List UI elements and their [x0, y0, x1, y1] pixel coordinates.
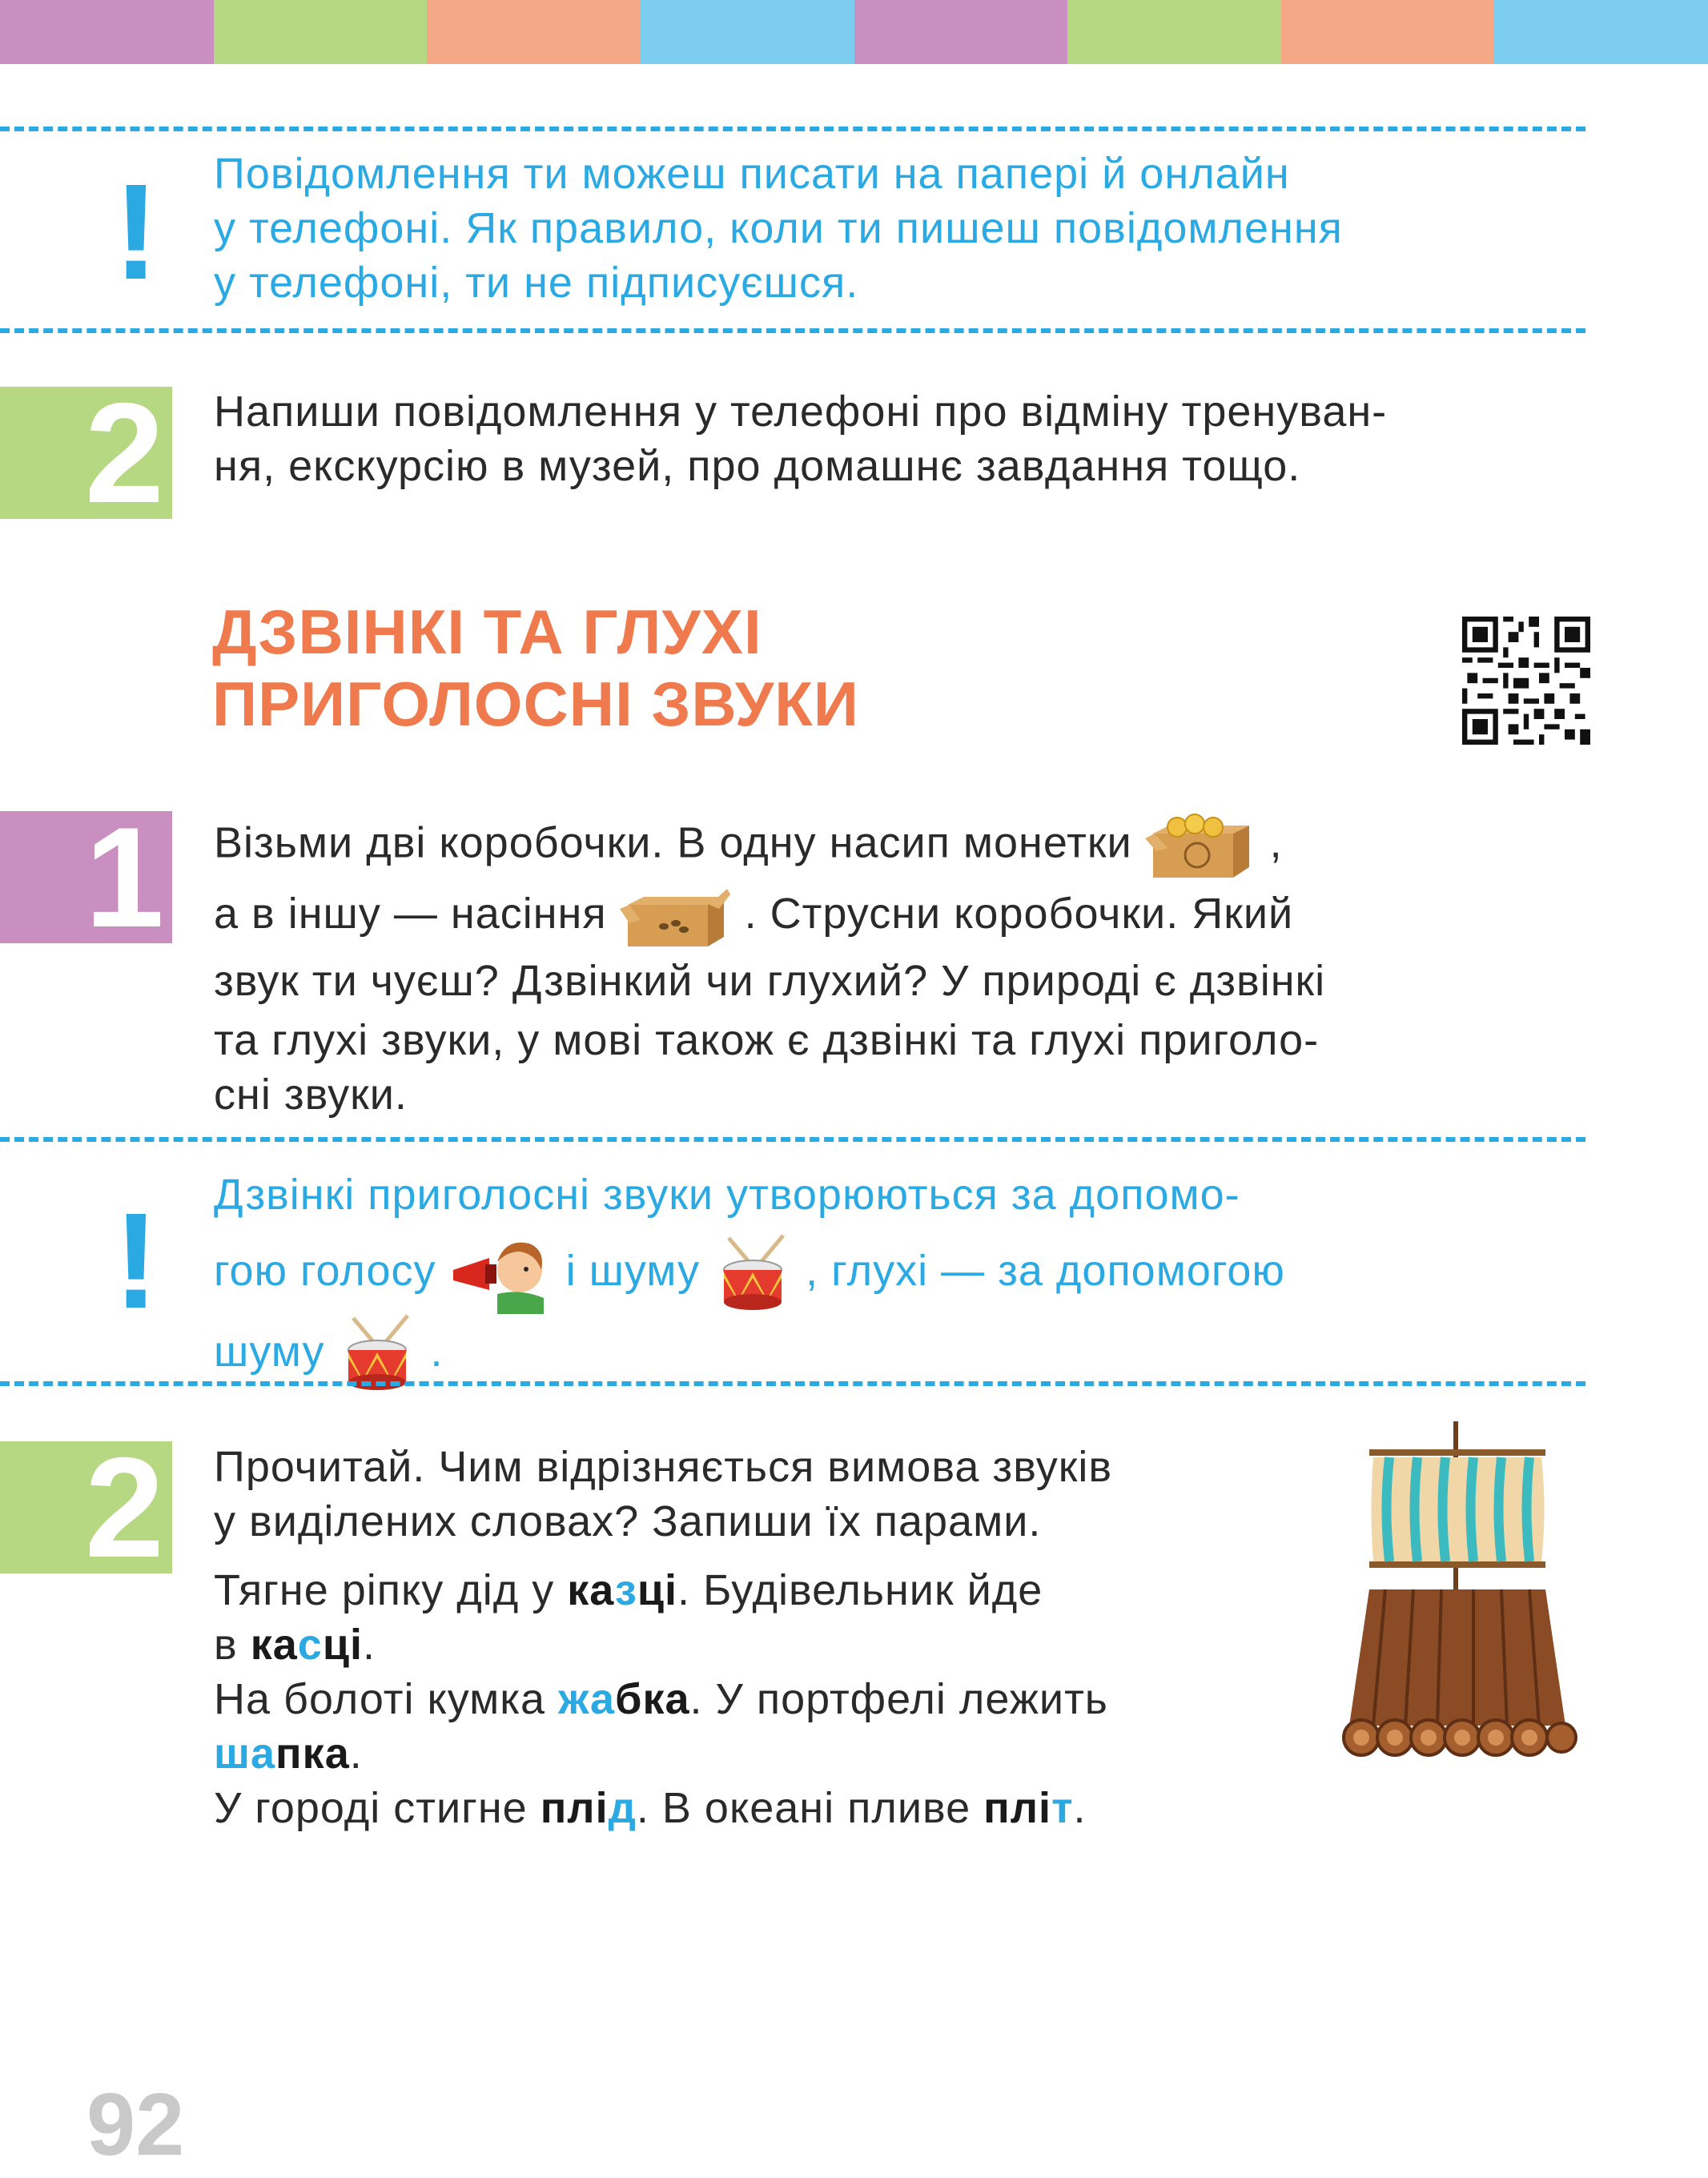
note-line: Повідомлення ти можеш писати на папері й онлайн — [214, 150, 1290, 198]
text-span: . У портфелі лежить — [689, 1675, 1108, 1723]
highlighted-word — [251, 1621, 363, 1669]
exclamation-icon: ! — [113, 156, 159, 308]
text-span: гою голосу — [214, 1247, 436, 1295]
task-line — [214, 810, 1325, 882]
task-line: та глухі звуки, у мові також є дзвінкі та глухі приголо- — [214, 1015, 1320, 1064]
text-span: . — [1073, 1784, 1087, 1832]
text-span: На болоті кумка — [214, 1675, 559, 1723]
drum-icon — [713, 1234, 793, 1314]
text-span: , глухі — за допомогою — [806, 1247, 1285, 1295]
task-line: у виділених словах? Запиши їх парами. — [214, 1497, 1042, 1545]
page-number: 92 — [86, 2076, 185, 2174]
task-line — [214, 882, 1325, 949]
qr-code-icon[interactable] — [1462, 617, 1590, 745]
highlighted-word — [567, 1566, 677, 1614]
stripe-orange — [1281, 0, 1495, 64]
word-part: плі — [540, 1784, 609, 1832]
stripe-orange — [427, 0, 641, 64]
task-text — [214, 810, 1325, 1127]
highlighted-letter: т — [1051, 1784, 1074, 1832]
text-span: і шуму — [565, 1247, 701, 1295]
task-text — [214, 384, 1387, 493]
word-part: п — [275, 1730, 303, 1778]
dashed-divider — [0, 328, 1585, 333]
section-title-line: ДЗВІНКІ ТА ГЛУХІ — [212, 597, 762, 667]
highlighted-word — [983, 1784, 1073, 1832]
text-span: . — [349, 1730, 363, 1778]
word-part: ка — [302, 1730, 350, 1778]
word-part: ка — [250, 1621, 298, 1669]
section-title — [212, 596, 859, 740]
word-part: б — [615, 1675, 643, 1723]
text-span: . — [363, 1621, 376, 1669]
raft-illustration — [1337, 1421, 1577, 1766]
task-number: 1 — [85, 798, 164, 957]
word-part: ці — [637, 1566, 678, 1614]
exclamation-icon: ! — [113, 1185, 159, 1337]
note-text — [214, 1157, 1285, 1394]
sentence-line — [214, 1726, 1112, 1781]
section-title-line: ПРИГОЛОСНІ ЗВУКИ — [212, 669, 859, 739]
dashed-divider — [0, 1137, 1585, 1142]
highlighted-letter: з — [615, 1566, 637, 1614]
word-part: плі — [983, 1784, 1052, 1832]
stripe-green — [1067, 0, 1281, 64]
sentence-line — [214, 1563, 1112, 1617]
task-number-box — [0, 798, 172, 957]
text-span: Тягне ріпку дід у — [214, 1566, 568, 1614]
task-number: 2 — [85, 1428, 164, 1587]
word-part: ка — [567, 1566, 615, 1614]
task-number-box — [0, 1428, 172, 1587]
header-color-stripes — [0, 0, 1708, 64]
note-line: Дзвінкі приголосні звуки утворюються за допомо- — [214, 1171, 1240, 1219]
highlighted-letter: д — [608, 1784, 637, 1832]
stripe-green — [214, 0, 428, 64]
task-line: ня, екскурсію в музей, про домашнє завдання тощо. — [214, 442, 1301, 490]
sentence-line — [214, 1617, 1112, 1672]
box-with-coins-icon — [1145, 810, 1257, 882]
text-span: . Будівельник йде — [677, 1566, 1043, 1614]
task-text — [214, 1440, 1112, 1835]
text-span: . — [430, 1327, 444, 1376]
text-span: а в іншу — насіння — [214, 890, 607, 938]
sentence-line — [214, 1781, 1112, 1835]
text-span: , — [1269, 818, 1283, 867]
note-line — [214, 1233, 1285, 1314]
highlighted-letter: с — [297, 1621, 323, 1669]
stripe-purple — [0, 0, 214, 64]
boy-with-megaphone-icon — [449, 1234, 553, 1314]
text-span: . Струсни коробочки. Який — [744, 890, 1294, 938]
text-span: Візьми дві коробочки. В одну насип монетки — [214, 818, 1132, 867]
highlighted-letter: ша — [214, 1730, 276, 1778]
note-line: у телефоні. Як правило, коли ти пишеш повідомлення — [214, 204, 1343, 252]
note-text — [214, 147, 1343, 310]
task-line: Прочитай. Чим відрізняється вимова звуків — [214, 1443, 1113, 1491]
text-span: шуму — [214, 1327, 325, 1376]
text-span: У городі стигне — [214, 1784, 541, 1832]
highlighted-word — [558, 1675, 689, 1723]
task-number-box — [0, 373, 172, 532]
box-with-seeds-icon — [620, 885, 732, 949]
note-line: у телефоні, ти не підписуєшся. — [214, 259, 859, 307]
dashed-divider — [0, 127, 1585, 131]
task-line: сні звуки. — [214, 1070, 408, 1119]
task-number: 2 — [85, 373, 164, 532]
highlighted-word — [541, 1784, 637, 1832]
stripe-blue — [641, 0, 854, 64]
task-line: звук ти чуєш? Дзвінкий чи глухий? У природі є дзвінкі — [214, 956, 1326, 1005]
stripe-purple — [854, 0, 1068, 64]
text-span: в — [214, 1621, 251, 1669]
dashed-divider — [0, 1381, 1585, 1386]
text-span: . В океані пливе — [636, 1784, 984, 1832]
stripe-blue — [1494, 0, 1708, 64]
word-part: ці — [322, 1621, 364, 1669]
highlighted-word — [214, 1730, 350, 1778]
word-part: ка — [642, 1675, 690, 1723]
task-line: Напиши повідомлення у телефоні про відміну тренуван- — [214, 388, 1388, 436]
sentence-line — [214, 1672, 1112, 1726]
highlighted-letter: жа — [558, 1675, 616, 1723]
